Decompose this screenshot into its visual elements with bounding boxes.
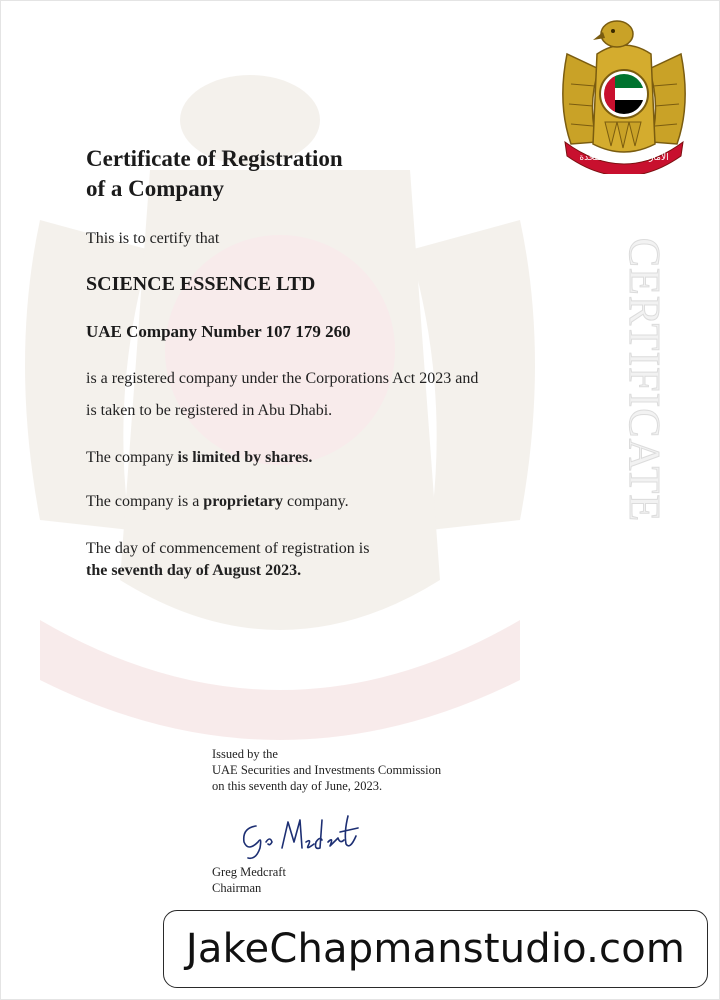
intro-text: This is to certify that [86, 230, 220, 247]
side-watermark-text: CERTIFICATE [619, 237, 669, 523]
title-line-1: Certificate of Registration [86, 146, 343, 171]
limited-bold: is limited by shares. [177, 449, 313, 466]
type-bold: proprietary [203, 493, 283, 510]
company-number: UAE Company Number 107 179 260 [86, 322, 351, 341]
company-type-statement [86, 491, 349, 513]
limited-prefix: The company [86, 449, 178, 466]
issuer-line-1: Issued by the [212, 747, 278, 761]
emblem-scroll-text: الامارات العربية المتحدة [579, 153, 669, 163]
issuer-line-3: on this seventh day of June, 2023. [212, 779, 383, 793]
title-line-2: of a Company [86, 176, 225, 201]
type-prefix: The company is a [86, 493, 204, 510]
studio-watermark-text: JakeChapmanstudio.com [185, 926, 686, 972]
studio-watermark-box [163, 910, 708, 988]
certificate-side-watermark [548, 195, 698, 565]
limited-statement [86, 447, 312, 469]
certificate-title [86, 144, 343, 204]
uae-emblem [557, 14, 691, 174]
signature-image [234, 808, 364, 864]
issuer-line-2: UAE Securities and Investments Commission [212, 763, 442, 777]
company-name: SCIENCE ESSENCE LTD [86, 273, 316, 295]
commencement-line-1: The day of commencement of registration is [86, 540, 370, 557]
registration-statement-line-1: is a registered company under the Corporations Act 2023 and [86, 370, 479, 387]
issuer-block [212, 746, 441, 794]
signatory-name: Greg Medcraft [212, 865, 286, 879]
registration-statement-line-2: is taken to be registered in Abu Dhabi. [86, 402, 333, 419]
commencement-line-2: the seventh day of August 2023. [86, 562, 302, 579]
type-suffix: company. [282, 493, 349, 510]
signatory-role: Chairman [212, 881, 262, 895]
signatory-block [212, 864, 286, 896]
